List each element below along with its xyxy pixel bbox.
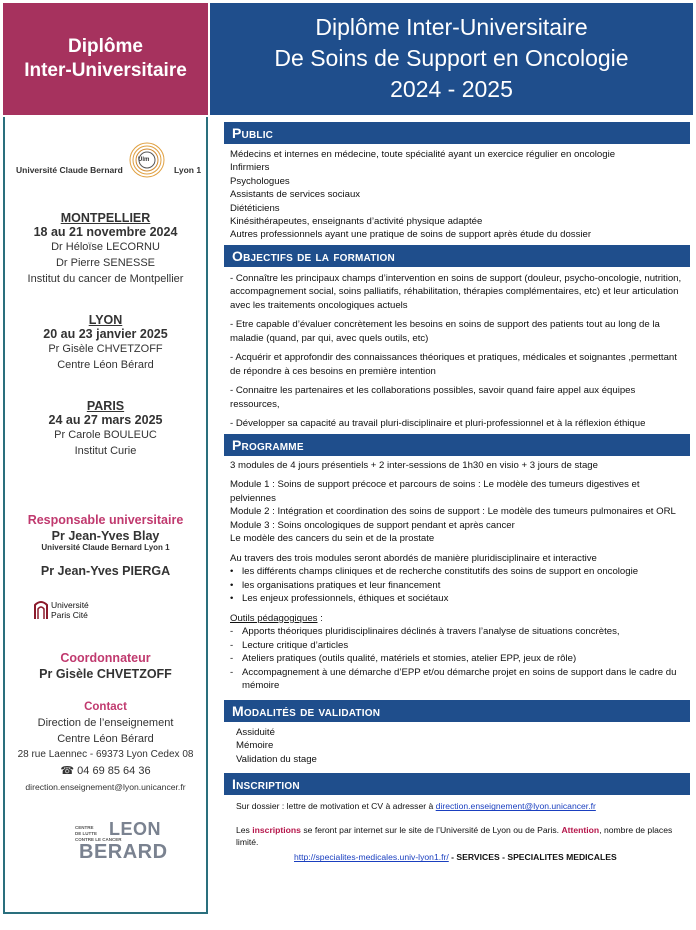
ucbl-left-text: Université Claude Bernard: [16, 165, 123, 175]
centre-leon-berard-logo: [75, 817, 168, 869]
contact-email[interactable]: direction.enseignement@lyon.unicancer.fr: [25, 782, 186, 792]
section-validation-body: [224, 722, 690, 770]
session-speaker: Dr Pierre SENESSE: [55, 257, 156, 269]
coordonnateur: [5, 651, 206, 681]
list-item: Mémoire: [236, 740, 274, 752]
ucbl-right-text: Lyon 1: [174, 165, 202, 175]
session-lyon: [5, 313, 206, 373]
section-public-header: Public: [224, 122, 690, 144]
list-item: - Ateliers pratiques (outils qualité, matériels et stomies, atelier EPP, jeux de rôle): [230, 653, 577, 665]
list-item: - Acquérir et approfondir des connaissances théoriques et pratiques, médicales et soignantes ,permettant de répondre à ces besoins en première intention: [230, 352, 677, 377]
contact-phone: [5, 763, 206, 779]
list-item: • les organisations pratiques et leur financement: [230, 579, 441, 591]
list-item: - Etre capable d’évaluer concrètement les besoins en soins de support des patients tout au long de la maladie (quand, par qui, avec quels outils, etc): [230, 319, 660, 344]
contact-line: Direction de l’enseignement: [37, 717, 174, 729]
list-item: Diététiciens: [230, 202, 280, 214]
clb-big-2: BERARD: [79, 841, 168, 863]
responsable-name-2: Pr Jean-Yves PIERGA: [40, 564, 171, 578]
session-speaker: Pr Gisèle CHVETZOFF: [48, 343, 163, 355]
list-item: - Apports théoriques pluridisciplinaires déclinés à travers l’analyse de situations concrètes,: [230, 626, 620, 638]
list-item-text: Ateliers pratiques (outils qualité, matériels et stomies, atelier EPP, jeux de rôle): [242, 653, 577, 665]
coordonnateur-title: Coordonnateur: [60, 651, 151, 665]
paris-cite-emblem-icon: [33, 599, 49, 621]
module-item: Le modèle des cancers du sein et de la prostate: [230, 533, 435, 545]
inscription-text: se feront par internet sur le site de l’Université de Lyon ou de Paris.: [300, 825, 562, 836]
list-item: Validation du stage: [236, 753, 317, 765]
right-banner-line2: De Soins de Support en Oncologie: [274, 45, 629, 71]
section-programme-body: [224, 456, 690, 696]
section-objectifs-body: [224, 267, 690, 434]
session-date: 24 au 27 mars 2025: [48, 413, 163, 427]
inscription-text: Les: [236, 825, 253, 836]
left-banner: [3, 3, 208, 115]
paris-cite-line2: Paris Cité: [51, 610, 88, 620]
inscription-highlight: inscriptions: [252, 825, 301, 836]
section-public-body: [224, 144, 690, 245]
responsable-title: Responsable universitaire: [27, 513, 184, 527]
phone-icon: ☎: [60, 765, 75, 777]
list-item: - Connaître les principaux champs d’intervention en soins de support (douleur, psycho-oncologie, nutrition, accompagnement social, soins palliatifs, réhabilitation, thérapies complémentaires, etc) et leur articulation avec les traitements oncologiques actuels: [230, 272, 682, 311]
inscription-url-line: [236, 851, 684, 863]
responsable-affiliation: Université Claude Bernard Lyon 1: [41, 543, 170, 552]
list-item: Infirmiers: [230, 162, 270, 174]
coordonnateur-name: Pr Gisèle CHVETZOFF: [39, 667, 172, 681]
list-item-text: Apports théoriques pluridisciplinaires déclinés à travers l’analyse de situations concrètes,: [242, 626, 620, 638]
list-item-text: les différents champs cliniques et de recherche constitutifs des soins de support en oncologie: [242, 566, 639, 578]
session-venue: Centre Léon Bérard: [57, 359, 154, 371]
clb-small-3: CONTRE LE CANCER: [75, 837, 122, 842]
list-item-text: Accompagnement à une démarche d’EPP et/ou démarche projet en soins de support dans le cadre du mémoire: [242, 666, 677, 692]
right-banner-line1: Diplôme Inter-Universitaire: [315, 14, 588, 40]
section-inscription-header: Inscription: [224, 773, 690, 795]
list-item: Autres professionnels ayant une pratique de soins de support après étude du dossier: [230, 229, 592, 241]
contact-address: 28 rue Laennec - 69373 Lyon Cedex 08: [17, 749, 194, 760]
list-item: Kinésithérapeutes, enseignants d’activité physique adaptée: [230, 216, 483, 228]
inscription-attention: Attention: [561, 825, 600, 836]
session-speaker: Pr Carole BOULEUC: [54, 429, 157, 441]
list-item: Assiduité: [236, 726, 275, 738]
inscription-line1: [236, 800, 684, 812]
contact-line: Centre Léon Bérard: [57, 733, 154, 745]
contact-title: Contact: [84, 701, 127, 713]
session-city: MONTPELLIER: [60, 211, 151, 225]
list-item: - Développer sa capacité au travail pluri-disciplinaire et pluri-professionnel et à la réflexion éthique: [230, 418, 646, 430]
list-item-text: Lecture critique d’articles: [242, 639, 349, 651]
session-city: PARIS: [86, 399, 125, 413]
section-inscription-body: [224, 795, 690, 866]
contact-phone-number[interactable]: 04 69 85 64 36: [77, 765, 151, 777]
responsable-name: Pr Jean-Yves Blay: [51, 529, 160, 543]
list-item: - Connaitre les partenaires et les collaborations possibles, savoir quand faire appel aux équipes ressources,: [230, 385, 636, 410]
list-item: - Accompagnement à une démarche d’EPP et/ou démarche projet en soins de support dans le cadre du mémoire: [230, 666, 684, 693]
section-objectifs-header: Objectifs de la formation: [224, 245, 690, 267]
clb-small-2: DE LUTTE: [75, 831, 97, 836]
outils-title-colon: :: [317, 612, 323, 624]
inscription-line2: [236, 824, 684, 848]
list-item: Assistants de services sociaux: [230, 189, 361, 201]
clb-small-1: CENTRE: [75, 825, 94, 830]
clb-big-1: LEON: [109, 819, 162, 839]
list-item-text: Les enjeux professionnels, éthiques et sociétaux: [242, 593, 449, 605]
list-item: Psychologues: [230, 175, 290, 187]
session-venue: Institut du cancer de Montpellier: [27, 273, 184, 285]
ucbl-emblem-text: Ulm: [138, 157, 150, 163]
inscription-url-suffix: - SERVICES - SPECIALITES MEDICALES: [448, 852, 617, 863]
session-paris: [5, 399, 206, 459]
list-item: • Les enjeux professionnels, éthiques et sociétaux: [230, 593, 449, 605]
module-item: Module 1 : Soins de support précoce et parcours de soins : Le modèle des tumeurs digestives et pelviennes: [230, 479, 640, 504]
inscription-text: , nombre de places limité.: [236, 825, 673, 848]
right-banner: [210, 3, 693, 115]
session-date: 20 au 23 janvier 2025: [43, 327, 168, 341]
programme-intro: 3 modules de 4 jours présentiels + 2 inter-sessions de 1h30 en visio + 3 jours de stage: [230, 459, 598, 471]
left-banner-line1: Diplôme: [68, 36, 143, 57]
programme-through: Au travers des trois modules seront abordés de manière pluridisciplinaire et interactive: [230, 552, 597, 564]
inscription-line1-text: Sur dossier : lettre de motivation et CV à adresser à: [236, 801, 436, 812]
universite-paris-cite-logo: [33, 597, 113, 627]
outils-title: [230, 612, 684, 626]
contact: [5, 701, 206, 795]
list-item: • les différents champs cliniques et de recherche constitutifs des soins de support en oncologie: [230, 566, 639, 578]
outils-title-text: Outils pédagogiques: [230, 612, 318, 624]
session-venue: Institut Curie: [74, 445, 137, 457]
left-banner-line2: Inter-Universitaire: [24, 60, 187, 81]
module-item: Module 2 : Intégration et coordination des soins de support : Le modèle des tumeurs pulmonaires et ORL: [230, 506, 676, 518]
session-date: 18 au 21 novembre 2024: [33, 225, 178, 239]
session-montpellier: [5, 211, 206, 287]
ucbl-logo: [12, 129, 202, 179]
section-validation-header: Modalités de validation: [224, 700, 690, 722]
right-banner-line3: 2024 - 2025: [390, 76, 513, 102]
inscription-email-link[interactable]: direction.enseignement@lyon.unicancer.fr: [435, 801, 596, 812]
session-city: LYON: [88, 313, 123, 327]
sidebar: [3, 117, 208, 914]
paris-cite-line1: Université: [51, 600, 89, 610]
list-item-text: les organisations pratiques et leur financement: [242, 579, 441, 591]
specialites-url-link[interactable]: http://specialites-medicales.univ-lyon1.fr/: [294, 852, 449, 863]
session-speaker: Dr Héloïse LECORNU: [51, 241, 160, 253]
section-programme-header: Programme: [224, 434, 690, 456]
list-item: Médecins et internes en médecine, toute spécialité ayant un exercice régulier en oncologie: [230, 149, 616, 160]
module-item: Module 3 : Soins oncologiques de support pendant et après cancer: [230, 519, 515, 531]
responsable-universitaire: [5, 513, 206, 578]
main-content: [224, 122, 690, 866]
list-item: - Lecture critique d’articles: [230, 639, 349, 651]
